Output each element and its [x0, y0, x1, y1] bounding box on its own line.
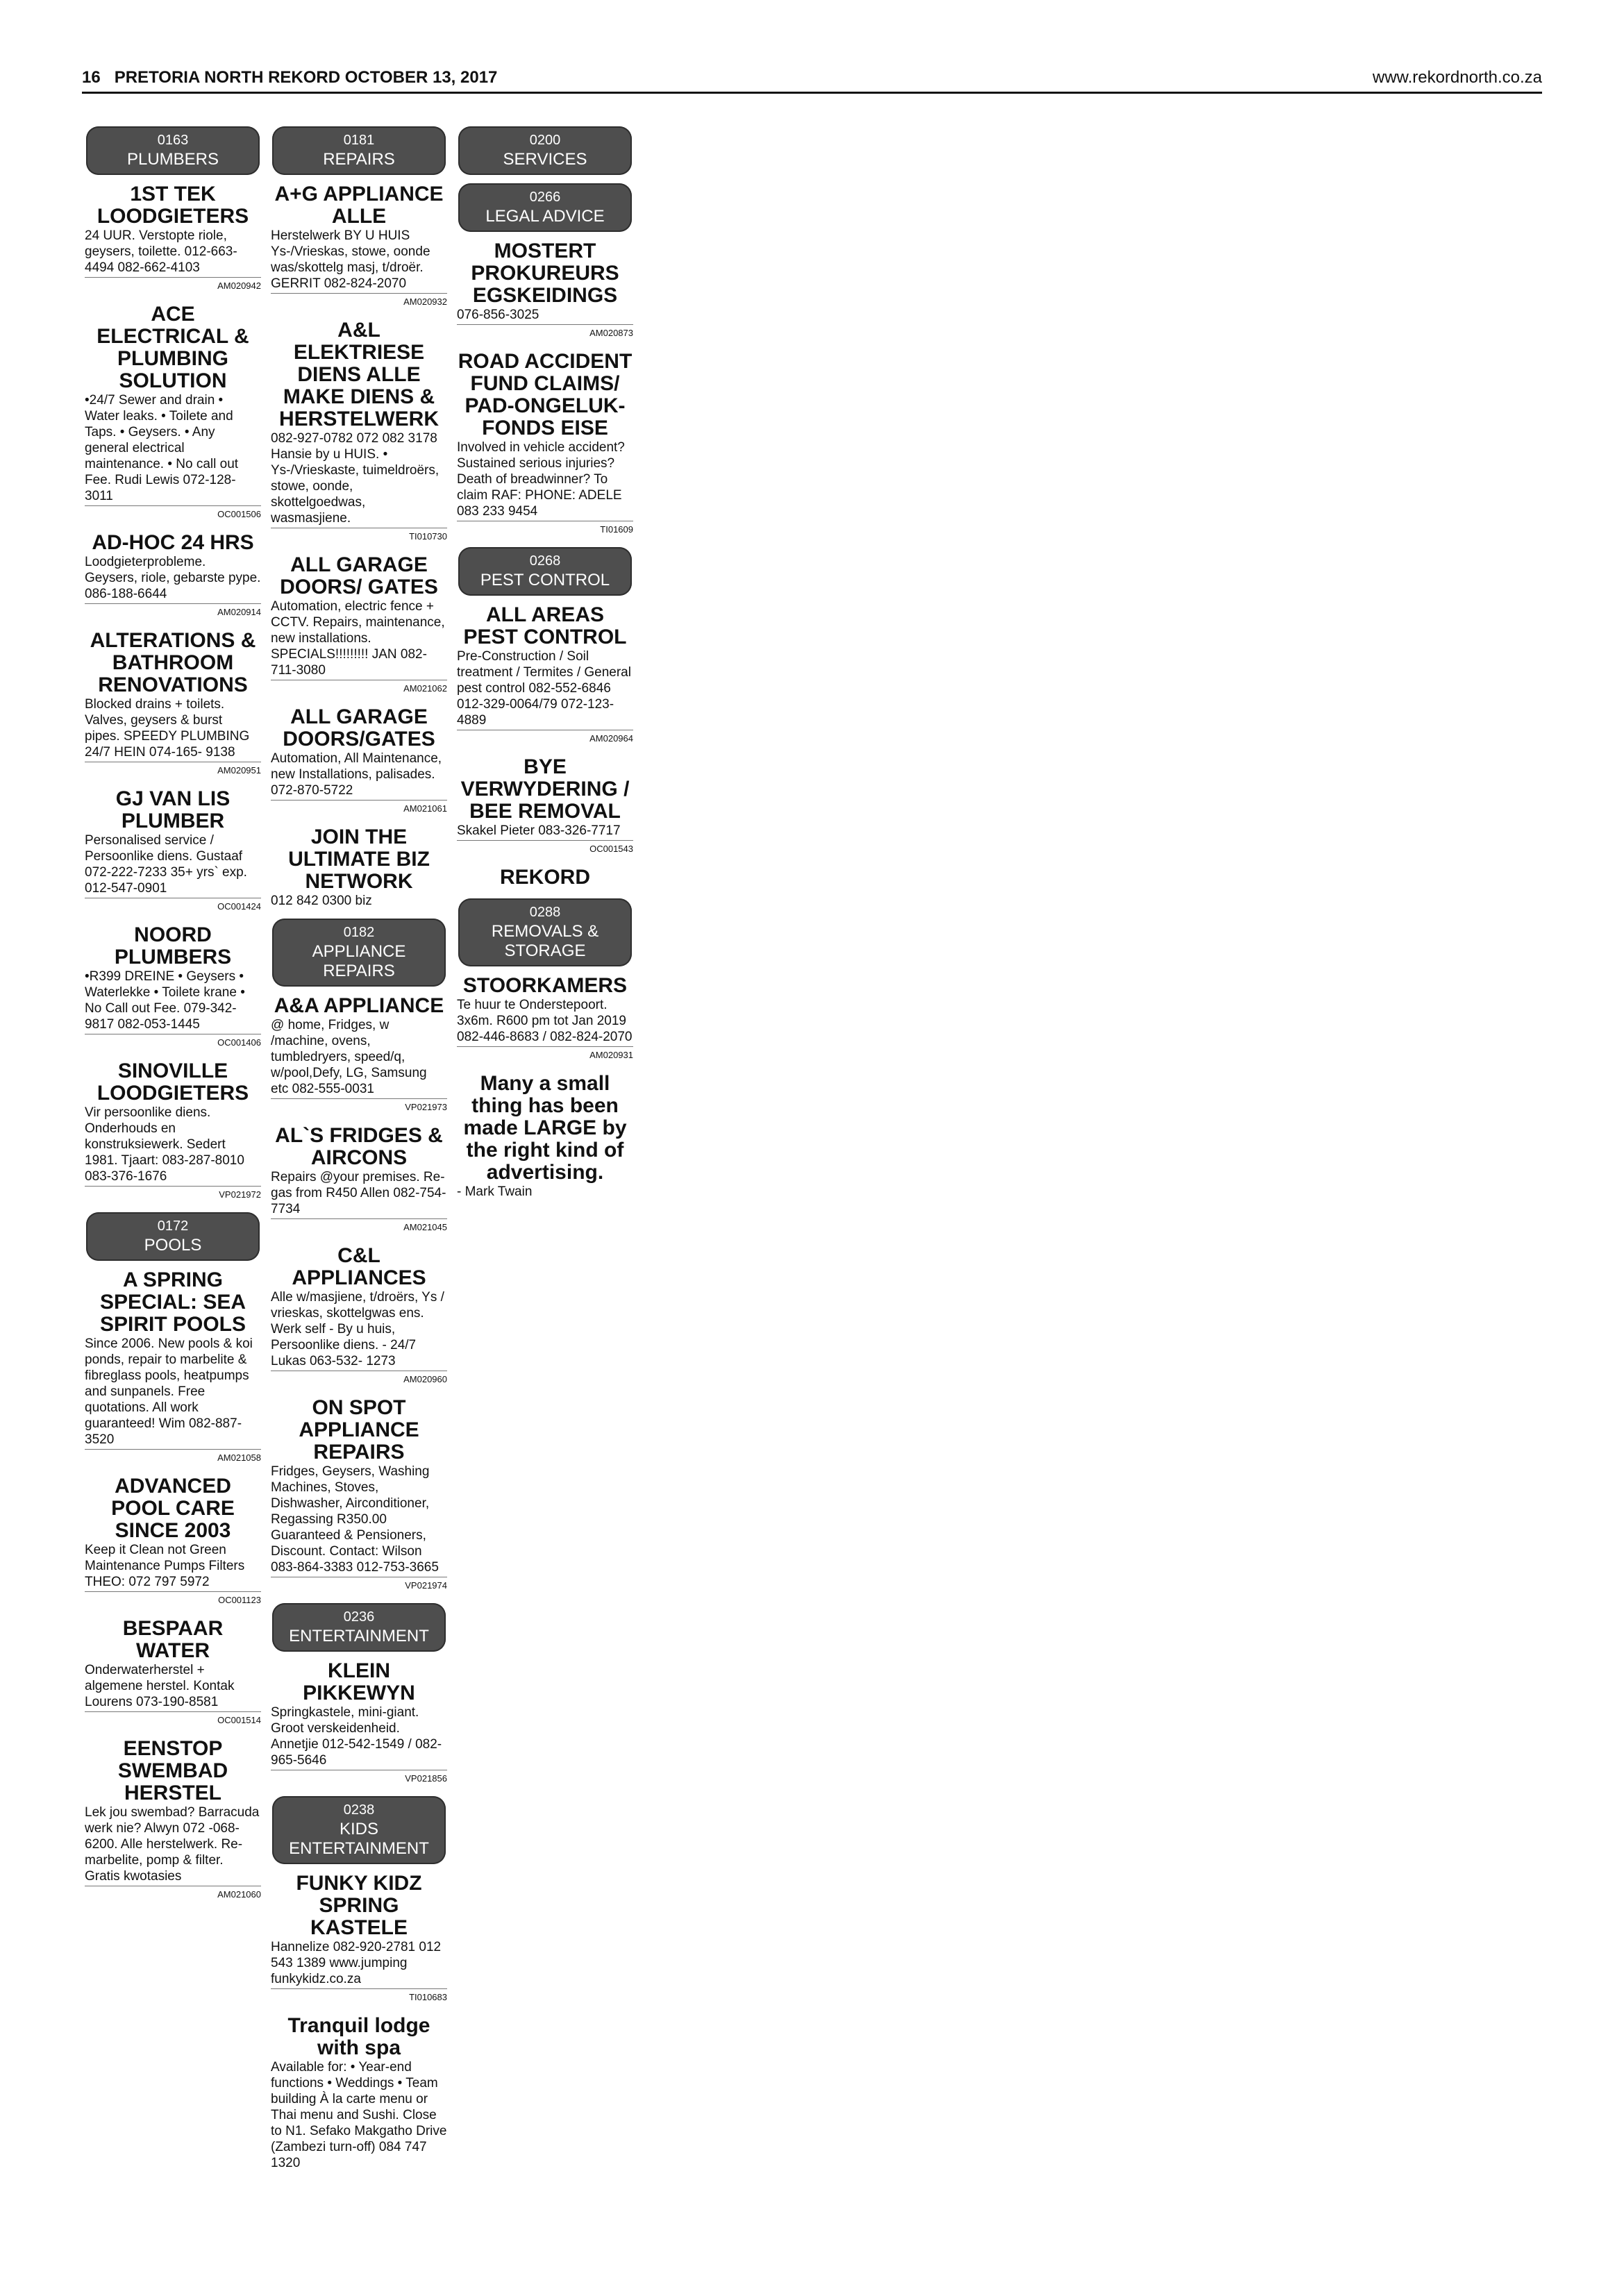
ad-reference: AM020914 — [85, 603, 261, 620]
ad-title: REKORD — [499, 866, 590, 889]
ad-title: STOORKAMERS — [462, 974, 628, 997]
classified-ad — [271, 1397, 447, 1593]
ad-reference: OC001424 — [85, 898, 261, 914]
classified-ad — [85, 303, 261, 522]
category-name: POOLS — [144, 1236, 202, 1255]
ad-body: Automation, All Maintenance, new Installations, palisades. 072-870-5722 — [271, 751, 442, 798]
ad-title: AD-HOC 24 HRS — [92, 531, 254, 554]
ad-title: JOIN THE ULTIMATE BIZ NETWORK — [288, 826, 430, 893]
category-name: LEGAL ADVICE — [485, 207, 605, 226]
ad-reference: TI01609 — [457, 521, 633, 537]
classified-ad — [457, 756, 633, 857]
category-header — [86, 126, 260, 175]
ad-body: Available for: • Year-end functions • Weddings • Team building À la carte menu or Thai menu and Sushi. Close to N1. Sefako Makgatho Drive (Zambezi turn-off) 084 747 1320 — [271, 2060, 447, 2170]
ad-reference: VP021973 — [271, 1098, 447, 1115]
category-header — [272, 919, 446, 987]
ad-body: Onderwaterherstel + algemene herstel. Kontak Lourens 073-190-8581 — [85, 1663, 235, 1709]
classified-ad — [85, 630, 261, 778]
ad-body: Lek jou swembad? Barracuda werk nie? Alwyn 072 -068-6200. Alle herstelwerk. Re-marbelite, pomp & filter. Gratis kwotasies — [85, 1805, 260, 1884]
ad-reference: OC001506 — [85, 505, 261, 522]
category-name: APPLIANCE REPAIRS — [312, 942, 406, 980]
category-header — [458, 898, 632, 966]
category-name: PEST CONTROL — [480, 571, 610, 589]
ad-title: A&L ELEKTRIESE DIENS ALLE MAKE DIENS & HERSTELWERK — [278, 319, 439, 430]
ad-body: Repairs @your premises. Re-gas from R450 Allen 082-754-7734 — [271, 1170, 446, 1216]
page-number: 16 — [82, 68, 101, 87]
ad-title: NOORD PLUMBERS — [114, 923, 232, 969]
ad-title: ON SPOT APPLIANCE REPAIRS — [299, 1396, 419, 1464]
classified-ad — [457, 240, 633, 341]
classified-ad — [457, 866, 633, 889]
ad-reference: OC001514 — [85, 1711, 261, 1728]
page-header — [82, 61, 1542, 94]
category-name: ENTERTAINMENT — [289, 1627, 429, 1645]
ad-body: Hannelize 082-920-2781 012 543 1389 www.jumping funkykidz.co.za — [271, 1940, 442, 1986]
classified-ad — [271, 1660, 447, 1786]
classified-ad — [271, 183, 447, 310]
category-code: 0182 — [343, 925, 375, 940]
ad-title: ROAD ACCIDENT FUND CLAIMS/ PAD-ONGELUK-FONDS EISE — [458, 350, 633, 439]
ad-title: SINOVILLE LOODGIETERS — [97, 1059, 249, 1105]
column-plumbers — [82, 122, 264, 2213]
category-header — [458, 126, 632, 175]
ad-reference: VP021856 — [271, 1770, 447, 1786]
category-code: 0268 — [529, 553, 561, 569]
ad-body: @ home, Fridges, w /machine, ovens, tumbledryers, speed/q, w/pool,Defy, LG, Samsung etc 082-555-0031 — [271, 1018, 427, 1096]
ad-reference: OC001123 — [85, 1591, 261, 1608]
ad-body: Pre-Construction / Soil treatment / Termites / General pest control 082-552-6846 012-329-0064/79 072-123-4889 — [457, 649, 631, 728]
classified-ad — [85, 924, 261, 1050]
ad-reference: AM020873 — [457, 324, 633, 341]
classified-ad — [85, 1269, 261, 1466]
site-link[interactable]: www.rekordnorth.co.za — [1372, 68, 1542, 87]
classified-ad — [271, 2015, 447, 2171]
ad-body: Fridges, Geysers, Washing Machines, Stoves, Dishwasher, Airconditioner, Regassing R350.00 Guaranteed & Pensioners, Discount. Contact: Wilson 083-864-3383 012-753-3665 — [271, 1464, 439, 1575]
ad-body: Since 2006. New pools & koi ponds, repair to marbelite & fibreglass pools, heatpumps and sunpanels. Free quotations. All work guaranteed! Wim 082-887-3520 — [85, 1336, 253, 1447]
category-header — [272, 1603, 446, 1652]
classified-ad — [85, 183, 261, 294]
classified-ad — [271, 995, 447, 1115]
ad-body: - Mark Twain — [457, 1184, 533, 1199]
category-code: 0200 — [529, 133, 561, 148]
ad-title: ALL GARAGE DOORS/GATES — [283, 705, 435, 751]
category-code: 0238 — [343, 1802, 375, 1818]
category-name: SERVICES — [503, 150, 587, 169]
ad-body: Springkastele, mini-giant. Groot verskeidenheid. Annetjie 012-542-1549 / 082-965-5646 — [271, 1705, 442, 1768]
ad-reference: OC001406 — [85, 1034, 261, 1050]
page-title: PRETORIA NORTH REKORD OCTOBER 13, 2017 — [114, 68, 498, 87]
ad-reference: VP021972 — [85, 1186, 261, 1203]
ad-body: Personalised service / Persoonlike diens. Gustaaf 072-222-7233 35+ yrs` exp. 012-547-0901 — [85, 833, 247, 896]
ad-title: EENSTOP SWEMBAD HERSTEL — [117, 1737, 228, 1804]
ad-body: Loodgieterprobleme. Geysers, riole, gebarste pype. 086-188-6644 — [85, 555, 261, 601]
ad-body: Vir persoonlike diens. Onderhouds en konstruksiewerk. Sedert 1981. Tjaart: 083-287-8010 083-376-1676 — [85, 1105, 244, 1184]
classified-ad — [457, 1073, 633, 1200]
ad-body: Te huur te Onderstepoort. 3x6m. R600 pm tot Jan 2019 082-446-8683 / 082-824-2070 — [457, 998, 633, 1044]
ad-body: 076-856-3025 — [457, 308, 539, 322]
ad-title: AL`S FRIDGES & AIRCONS — [275, 1124, 443, 1169]
ad-reference: AM020964 — [457, 730, 633, 746]
ad-title: A+G APPLIANCE ALLE — [274, 183, 444, 228]
category-name: KIDS ENTERTAINMENT — [289, 1820, 429, 1858]
ad-title: Tranquil lodge with spa — [287, 2014, 430, 2059]
ad-reference: AM020951 — [85, 762, 261, 778]
classified-ad — [85, 1618, 261, 1728]
ad-reference: TI010730 — [271, 528, 447, 544]
ad-title: ALL GARAGE DOORS/ GATES — [280, 553, 438, 598]
ad-body: Alle w/masjiene, t/droërs, Ys / vrieskas, skottelgwas ens. Werk self - By u huis, Persoonlike diens. - 24/7 Lukas 063-532- 1273 — [271, 1290, 444, 1368]
ad-body: Herstelwerk BY U HUIS Ys-/Vrieskas, stowe, oonde was/skottelg masj, t/droër. GERRIT 082-824-2070 — [271, 228, 430, 291]
column-services — [454, 122, 636, 2213]
ad-body: 24 UUR. Verstopte riole, geysers, toilette. 012-663-4494 082-662-4103 — [85, 228, 237, 275]
category-name: REMOVALS & STORAGE — [491, 922, 599, 960]
classified-ad — [271, 706, 447, 816]
category-code: 0288 — [529, 905, 561, 920]
ad-title: A SPRING SPECIAL: SEA SPIRIT POOLS — [99, 1268, 246, 1336]
category-header — [458, 547, 632, 596]
ad-body: Involved in vehicle accident? Sustained serious injuries? Death of breadwinner? To claim RAF: PHONE: ADELE 083 233 9454 — [457, 440, 625, 519]
ad-reference: VP021974 — [271, 1577, 447, 1593]
ad-body: •24/7 Sewer and drain • Water leaks. • Toilete and Taps. • Geysers. • Any general electrical maintenance. • No call out Fee. Rudi Lewis 072-128-3011 — [85, 393, 239, 503]
classified-ad — [85, 1060, 261, 1203]
ad-title: GJ VAN LIS PLUMBER — [115, 787, 231, 832]
ad-body: Automation, electric fence + CCTV. Repairs, maintenance, new installations. SPECIALS!!!!!!!!! JAN 082-711-3080 — [271, 599, 445, 678]
ad-reference: AM020942 — [85, 277, 261, 294]
ad-title: 1ST TEK LOODGIETERS — [97, 183, 249, 228]
classified-ad — [85, 1738, 261, 1902]
classified-ad — [271, 826, 447, 909]
category-header — [272, 1796, 446, 1864]
classified-ad — [85, 532, 261, 620]
classified-ad — [85, 788, 261, 914]
ad-reference: AM020932 — [271, 293, 447, 310]
ad-title: C&L APPLIANCES — [292, 1244, 426, 1289]
ad-title: Many a small thing has been made LARGE by the right kind of advertising. — [463, 1072, 627, 1184]
classified-ad — [457, 351, 633, 537]
ad-title: ACE ELECTRICAL & PLUMBING SOLUTION — [97, 303, 249, 392]
ad-reference: AM021061 — [271, 800, 447, 816]
ad-body: 082-927-0782 072 082 3178 Hansie by u HUIS. • Ys-/Vrieskaste, tuimeldroërs, stowe, oonde, skottelgoedwas, wasmasjiene. — [271, 431, 440, 526]
category-header — [86, 1212, 260, 1261]
column-repairs — [268, 122, 450, 2213]
ad-reference: AM021062 — [271, 680, 447, 696]
ad-title: ALL AREAS PEST CONTROL — [463, 603, 627, 648]
classified-ad — [271, 1245, 447, 1387]
ad-body: 012 842 0300 biz — [271, 894, 372, 908]
category-code: 0172 — [157, 1218, 189, 1234]
classified-ad — [271, 1125, 447, 1235]
classified-ad — [457, 975, 633, 1063]
category-header — [272, 126, 446, 175]
ad-reference: TI010683 — [271, 1988, 447, 2005]
ad-title: A&A APPLIANCE — [274, 994, 444, 1017]
category-name: REPAIRS — [323, 150, 395, 169]
ad-title: MOSTERT PROKUREURS EGSKEIDINGS — [471, 240, 619, 307]
ad-body: Keep it Clean not Green Maintenance Pumps Filters THEO: 072 797 5972 — [85, 1543, 245, 1589]
category-code: 0236 — [343, 1609, 375, 1625]
ad-title: ALTERATIONS & BATHROOM RENOVATIONS — [90, 629, 256, 696]
ad-title: KLEIN PIKKEWYN — [303, 1659, 415, 1704]
classified-ad — [271, 1872, 447, 2005]
ad-reference: AM021058 — [85, 1449, 261, 1466]
ad-reference: AM020960 — [271, 1371, 447, 1387]
category-code: 0163 — [157, 133, 189, 148]
ad-title: FUNKY KIDZ SPRING KASTELE — [296, 1872, 422, 1939]
category-header — [458, 183, 632, 232]
category-name: PLUMBERS — [126, 150, 219, 169]
ad-reference: AM020931 — [457, 1046, 633, 1063]
ad-reference: AM021045 — [271, 1218, 447, 1235]
ad-title: ADVANCED POOL CARE SINCE 2003 — [111, 1475, 235, 1542]
ad-body: Skakel Pieter 083-326-7717 — [457, 823, 621, 838]
classified-ad — [271, 554, 447, 696]
ad-body: •R399 DREINE • Geysers • Waterlekke • Toilete krane • No Call out Fee. 079-342-9817 082-053-1445 — [85, 969, 245, 1032]
ad-title: BESPAAR WATER — [122, 1617, 224, 1662]
category-code: 0266 — [529, 190, 561, 205]
classified-ad — [457, 604, 633, 746]
ad-title: BYE VERWYDERING / BEE REMOVAL — [460, 755, 630, 823]
ad-reference: OC001543 — [457, 840, 633, 857]
category-code: 0181 — [343, 133, 375, 148]
ad-reference: AM021060 — [85, 1886, 261, 1902]
classified-ad — [85, 1475, 261, 1608]
classified-ad — [271, 319, 447, 544]
ad-body: Blocked drains + toilets. Valves, geysers & burst pipes. SPEEDY PLUMBING 24/7 HEIN 074-165- 9138 — [85, 697, 250, 760]
